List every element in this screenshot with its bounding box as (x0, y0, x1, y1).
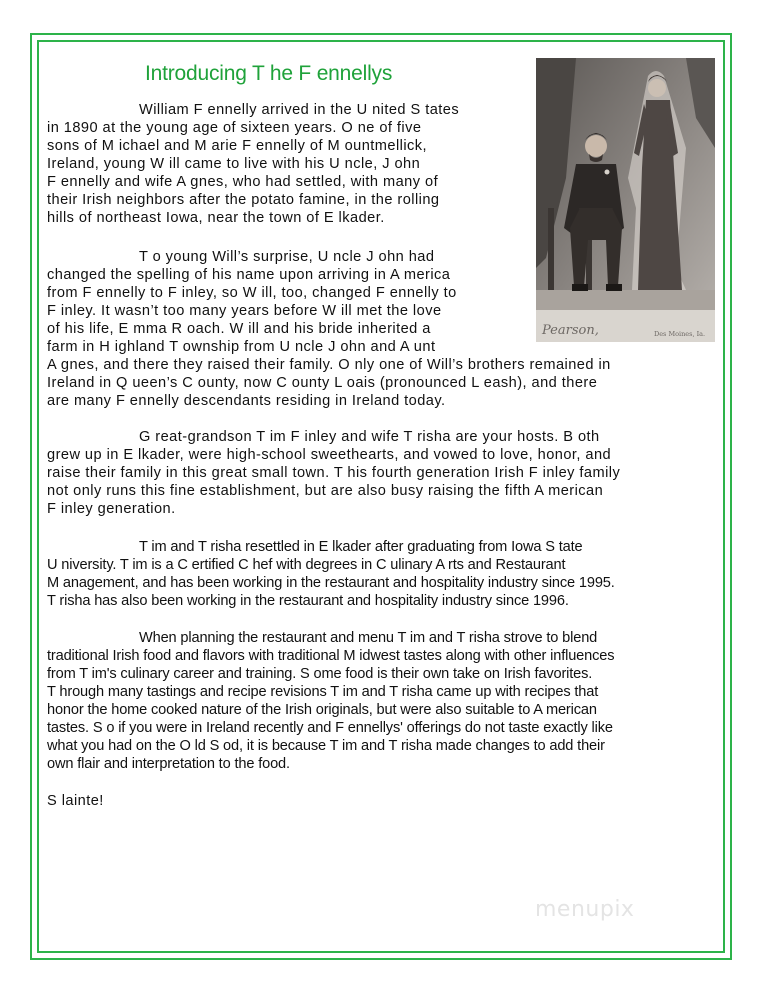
page-title: Introducing T he F ennellys (145, 62, 393, 85)
text-line: M anagement, and has been working in the restaurant and hospitality industry since 1995. (47, 575, 615, 591)
text-line: grew up in E lkader, were high-school sweethearts, and vowed to love, honor, and (47, 447, 612, 463)
text-line: S lainte! (47, 793, 104, 809)
text-line: When planning the restaurant and menu T im and T risha strove to blend (139, 630, 598, 646)
history-paragraph-2 (47, 248, 611, 410)
history-paragraph-1 (47, 101, 459, 227)
text-line: T risha has also been working in the restaurant and hospitality industry since 1996. (47, 593, 569, 609)
text-line: tastes. S o if you were in Ireland recently and F ennellys' offerings do not taste exactly like (47, 720, 613, 736)
text-line: their Irish neighbors after the potato famine, in the rolling (47, 192, 440, 208)
text-line: sons of M ichael and M arie F ennelly of M ountmellick, (47, 138, 428, 154)
text-line: A gnes, and there they raised their family. O nly one of Will’s brothers remained in (47, 357, 611, 373)
text-line: in 1890 at the young age of sixteen years. O ne of five (47, 120, 422, 136)
text-line: traditional Irish food and flavors with traditional M idwest tastes along with other influences (47, 648, 615, 664)
text-line: honor the home cooked nature of the Irish originals, but were also suitable to A merican (47, 702, 597, 718)
text-line: G reat-grandson T im F inley and wife T risha are your hosts. B oth (139, 429, 600, 445)
hosts-paragraph (47, 428, 620, 518)
text-line: F inley. It wasn’t too many years before W ill met the love (47, 303, 442, 319)
text-line: Ireland in Q ueen’s C ounty, now C ounty L oais (pronounced L eash), and there (47, 375, 598, 391)
text-line: from F ennelly to F inley, so W ill, too, changed F ennelly to (47, 285, 457, 301)
background-paragraph (47, 538, 615, 610)
text-line: from T im's culinary career and training. S ome food is their own take on Irish favorites. (47, 666, 593, 682)
text-line: T o young Will’s surprise, U ncle J ohn had (139, 249, 435, 265)
text-line: changed the spelling of his name upon arriving in A merica (47, 267, 451, 283)
text-line: Ireland, young W ill came to live with his U ncle, J ohn (47, 156, 421, 172)
text-line: raise their family in this great small town. T his fourth generation Irish F inley family (47, 465, 621, 481)
text-line: of his life, E mma R oach. W ill and his bride inherited a (47, 321, 431, 337)
menupix-watermark: menupix (535, 897, 635, 922)
text-line: F ennelly and wife A gnes, who had settled, with many of (47, 174, 439, 190)
text-line: own flair and interpretation to the food. (47, 756, 290, 772)
text-line: T hrough many tastings and recipe revisions T im and T risha came up with recipes that (47, 684, 599, 700)
text-line: U niversity. T im is a C ertified C hef with degrees in C ulinary A rts and Restaurant (47, 557, 566, 573)
closing-greeting (47, 792, 104, 810)
text-line: what you had on the O ld S od, it is because T im and T risha made changes to add their (47, 738, 605, 754)
text-line: William F ennelly arrived in the U nited S tates (139, 102, 460, 118)
text-line: not only runs this fine establishment, but are also busy raising the fifth A merican (47, 483, 604, 499)
text-line: F inley generation. (47, 501, 176, 517)
text-line: hills of northeast Iowa, near the town of E lkader. (47, 210, 385, 226)
text-line: are many F ennelly descendants residing in Ireland today. (47, 393, 446, 409)
text-line: farm in H ighland T ownship from U ncle J ohn and A unt (47, 339, 436, 355)
studio-location: Des Moines, Ia. (654, 330, 706, 338)
studio-imprint: Pearson, (542, 323, 599, 338)
menu-paragraph (47, 629, 614, 773)
text-line: T im and T risha resettled in E lkader after graduating from Iowa S tate (139, 539, 583, 555)
